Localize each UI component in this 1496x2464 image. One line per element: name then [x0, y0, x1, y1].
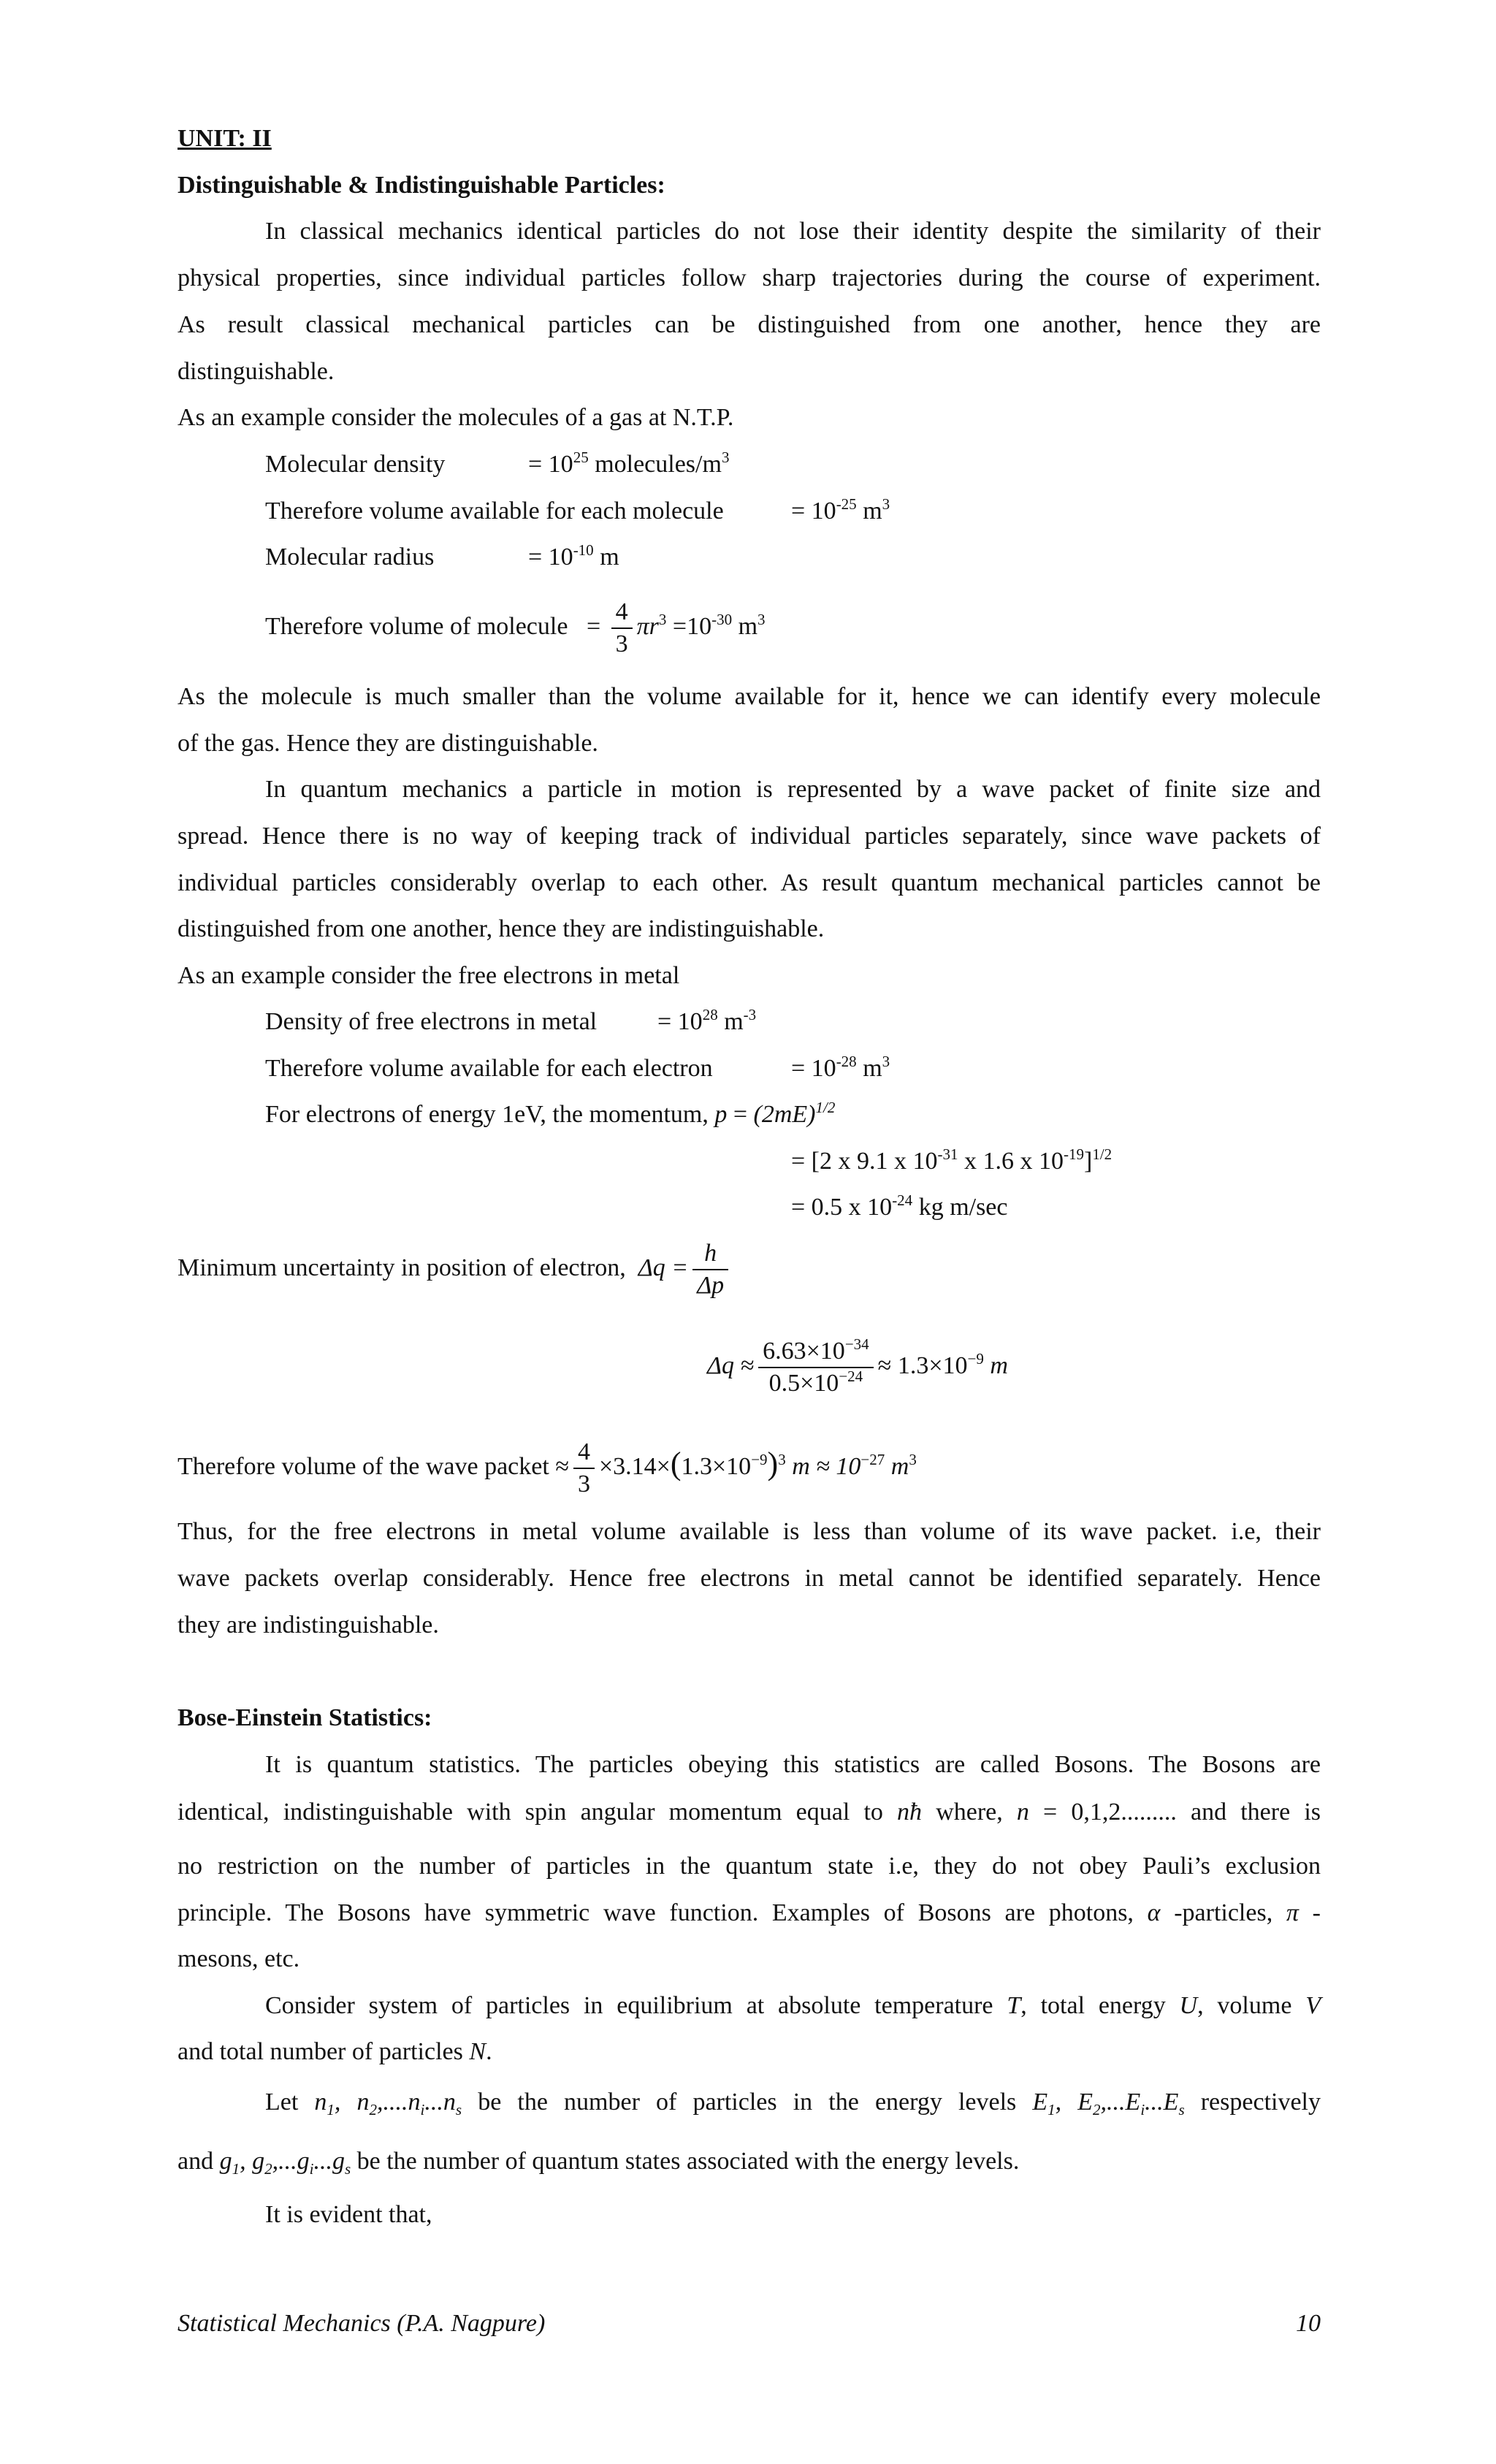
paragraph-line: In quantum mechanics a particle in motion is represented by a wave packet of finite size and	[265, 776, 1321, 803]
section-title-distinguishable: Distinguishable & Indistinguishable Particles:	[178, 172, 665, 199]
paragraph-line: distinguished from one another, hence they are indistinguishable.	[178, 915, 825, 942]
example-intro: As an example consider the molecules of a gas at N.T.P.	[178, 404, 734, 431]
paragraph-line: they are indistinguishable.	[178, 1611, 439, 1639]
paragraph-line: and total number of particles N.	[178, 2038, 492, 2065]
paragraph-line: of the gas. Hence they are distinguishable.	[178, 730, 598, 757]
paragraph-line: no restriction on the number of particles in the quantum state i.e, they do not obey Pauli’s exclusion	[178, 1853, 1321, 1880]
electron-density-label: Density of free electrons in metal	[265, 1008, 598, 1035]
momentum-equation: For electrons of energy 1eV, the momentum, $p = (2mE)^{1/2}$	[265, 1099, 836, 1128]
volume-per-electron-label: Therefore volume available for each electron	[265, 1055, 713, 1082]
uncertainty-equation: Minimum uncertainty in position of electron, Δq = $\frac{h}{\Delta p}$	[178, 1235, 733, 1302]
page-footer	[178, 2310, 1321, 2338]
paragraph-line: individual particles considerably overlap to each other. As result quantum mechanical particles cannot be	[178, 869, 1321, 896]
molecular-radius-value: = $10^{-10}$ m	[528, 541, 619, 571]
paragraph-line: identical, indistinguishable with spin angular momentum equal to nħ where, n = 0,1,2......... and there is	[178, 1799, 1321, 1826]
unit-heading: UNIT: II	[178, 125, 272, 152]
electron-density-value: = $10^{28}$ $m^{-3}$	[657, 1006, 757, 1035]
paragraph-line: Let $n_1$, $n_2,....n_i...n_s$ be the number of particles in the energy levels $E_1$, $E_2,...E_i...E_s$ respectively	[265, 2089, 1321, 2118]
volume-per-molecule-label: Therefore volume available for each molecule	[265, 497, 724, 525]
example-intro: As an example consider the free electrons in metal	[178, 962, 680, 989]
paragraph-line: distinguishable.	[178, 358, 335, 385]
paragraph-line: It is quantum statistics. The particles obeying this statistics are called Bosons. The Bosons are	[265, 1751, 1321, 1778]
volume-per-molecule-value: = $10^{-25}$ $m^3$	[791, 495, 890, 525]
footer-title: Statistical Mechanics (P.A. Nagpure)	[178, 2310, 546, 2337]
volume-per-electron-value: = $10^{-28}$ $m^3$	[791, 1053, 890, 1082]
paragraph-line: As result classical mechanical particles can be distinguished from one another, hence they are	[178, 311, 1321, 338]
paragraph-line: principle. The Bosons have symmetric wave function. Examples of Bosons are photons, α -particles, π -	[178, 1899, 1321, 1926]
paragraph-line: spread. Hence there is no way of keeping track of individual particles separately, since wave packets of	[178, 823, 1321, 850]
paragraph-line: mesons, etc.	[178, 1945, 300, 1972]
molecular-density-value: = $10^{25}$ molecules/$m^3$	[528, 449, 730, 478]
uncertainty-value-equation: Δq ≈ $\frac{6.63\times 10^{-34}}{0.5\times 10^{-24}}$ ≈ $1.3\times 10^{-9}$ m	[707, 1335, 1008, 1397]
wave-packet-volume-equation: Therefore volume of the wave packet ≈ $\frac{4}{3}$ $\times 3.14\times(1.3\times 10^{-9})^3$ $m \approx 10^{-27}$ $m^3$	[178, 1438, 917, 1498]
momentum-substitution: = [2 x 9.1 x $10^{-31}$ x 1.6 x $10^{-19}]^{1/2}$	[791, 1145, 1113, 1175]
paragraph-line: and $g_1$, $g_2,...g_i...g_s$ be the number of quantum states associated with the energy levels.	[178, 2148, 1020, 2178]
paragraph-line: Consider system of particles in equilibrium at absolute temperature T, total energy U, volume V	[265, 1992, 1321, 2019]
molecular-density-label: Molecular density	[265, 451, 446, 478]
paragraph-line: It is evident that,	[265, 2201, 432, 2228]
paragraph-line: physical properties, since individual particles follow sharp trajectories during the course of experiment.	[178, 264, 1321, 291]
molecule-volume-equation: Therefore volume of molecule = $\frac{4}{3}$ $\pi r^3 =10^{-30}$ $m^3$	[265, 598, 766, 658]
paragraph-line: Thus, for the free electrons in metal volume available is less than volume of its wave packet. i.e, their	[178, 1518, 1321, 1545]
paragraph-line: In classical mechanics identical particles do not lose their identity despite the similarity of their	[265, 218, 1321, 245]
paragraph-line: As the molecule is much smaller than the volume available for it, hence we can identify every molecule	[178, 683, 1321, 710]
section-title-bose-einstein: Bose-Einstein Statistics:	[178, 1704, 432, 1731]
momentum-result: = 0.5 x $10^{-24}$ kg m/sec	[791, 1191, 1008, 1221]
paragraph-line: wave packets overlap considerably. Hence free electrons in metal cannot be identified separately. Hence	[178, 1565, 1321, 1592]
molecular-radius-label: Molecular radius	[265, 543, 435, 571]
page-number: 10	[1296, 2310, 1321, 2337]
